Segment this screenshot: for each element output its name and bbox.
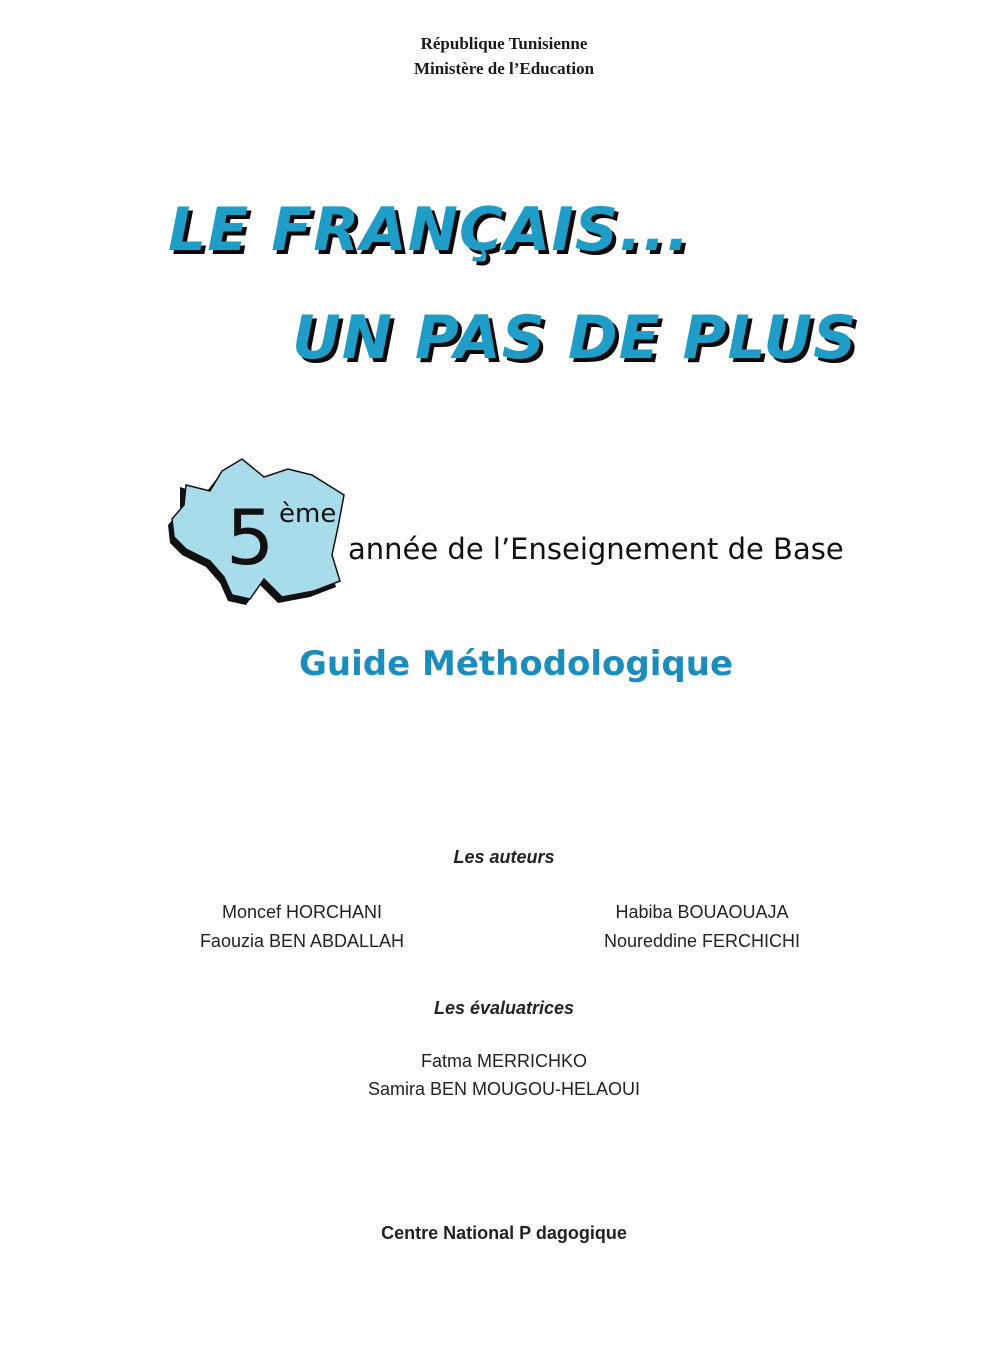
header-country: République Tunisienne [420,34,588,53]
evaluator-name: Fatma MERRICHKO [420,1051,588,1071]
grade-suffix: ème [279,499,337,529]
evaluators-heading: Les évaluatrices [433,998,575,1018]
guide-title: Guide Méthodologique [298,644,733,684]
grade-number: 5 [226,493,275,582]
publisher-footer: Centre National P dagogique [381,1223,627,1243]
author-name: Faouzia BEN ABDALLAH [199,931,405,951]
evaluator-name: Samira BEN MOUGOU-HELAOUI [367,1079,641,1099]
level-description: année de l’Enseignement de Base [348,532,844,566]
book-title-line2: UN PAS DE PLUS [292,303,858,373]
author-name: Moncef HORCHANI [221,902,383,922]
author-name: Habiba BOUAOUAJA [615,902,789,922]
header-ministry: Ministère de l’Education [413,59,595,78]
author-name: Noureddine FERCHICHI [603,931,801,951]
book-title-line1: LE FRANÇAIS... [168,195,691,265]
authors-heading: Les auteurs [453,847,555,867]
